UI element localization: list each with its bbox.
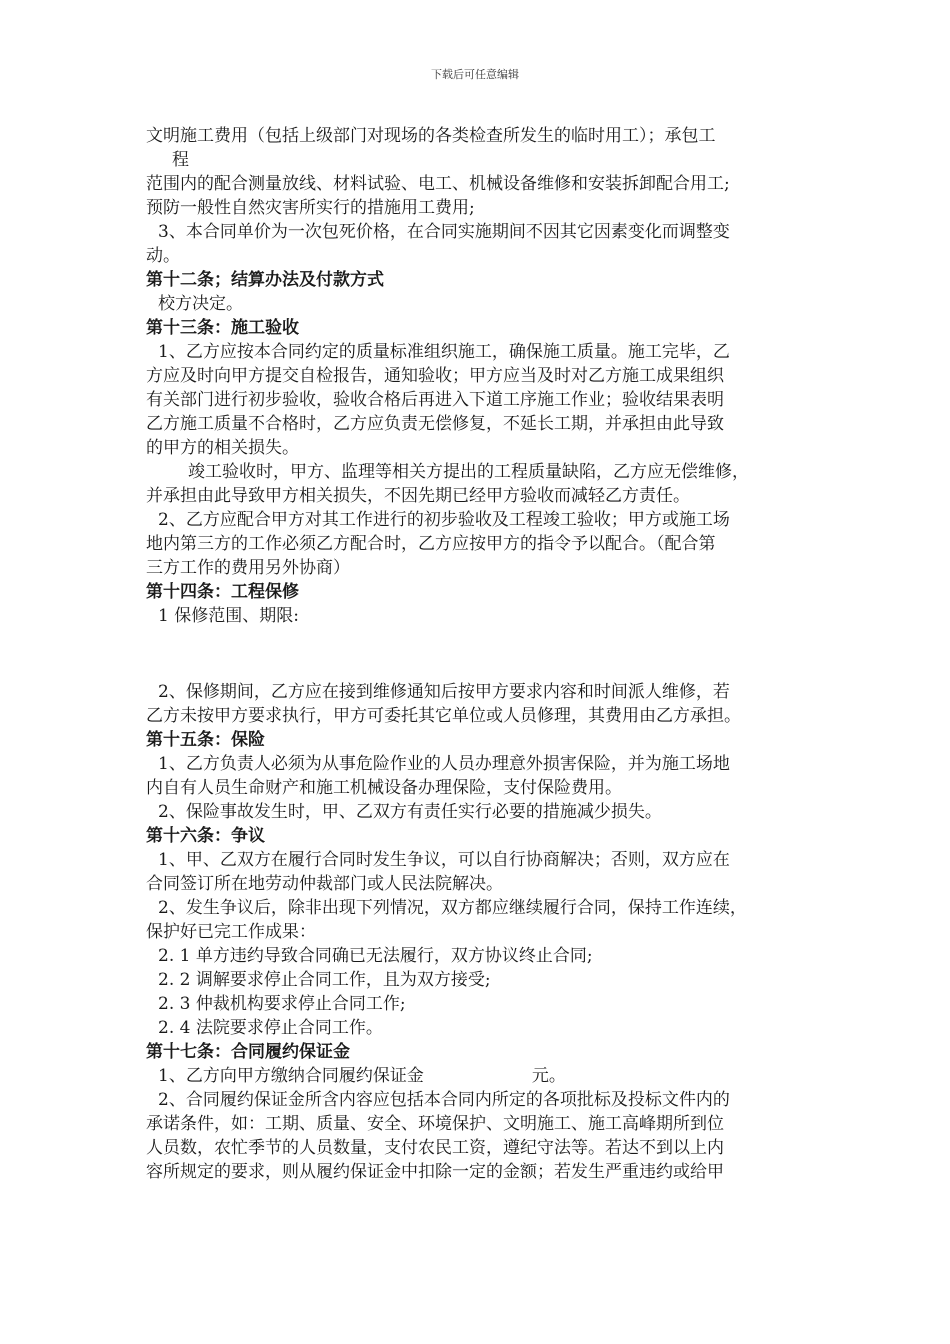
paragraph-line: 地内第三方的工作必须乙方配合时，乙方应按甲方的指令予以配合。（配合第: [146, 534, 716, 554]
paragraph-line: 方应及时向甲方提交自检报告，通知验收；甲方应当及时对乙方施工成果组织: [146, 366, 724, 386]
paragraph-line: 程: [172, 150, 189, 170]
paragraph-line: 合同签订所在地劳动仲裁部门或人民法院解决。: [146, 874, 503, 894]
article-13-heading: 第十三条：施工验收: [146, 318, 299, 338]
article-16-heading: 第十六条：争议: [146, 826, 265, 846]
paragraph-line: 3、本合同单价为一次包死价格，在合同实施期间不因其它因素变化而调整变: [158, 222, 730, 242]
paragraph-line: 2、乙方应配合甲方对其工作进行的初步验收及工程竣工验收；甲方或施工场: [158, 510, 730, 530]
paragraph-line: 2. 4 法院要求停止合同工作。: [158, 1018, 383, 1038]
paragraph-line: 1、乙方应按本合同约定的质量标准组织施工，确保施工质量。施工完毕，乙: [158, 342, 730, 362]
paragraph-line: 1、乙方向甲方缴纳合同履约保证金 元。: [158, 1066, 566, 1086]
article-14-heading: 第十四条：工程保修: [146, 582, 299, 602]
paragraph-line: 文明施工费用（包括上级部门对现场的各类检查所发生的临时用工）；承包工: [146, 126, 716, 146]
paragraph-line: 动。: [146, 246, 180, 266]
paragraph-line: 2. 1 单方违约导致合同确已无法履行，双方协议终止合同;: [158, 946, 593, 966]
paragraph-line: 竣工验收时，甲方、监理等相关方提出的工程质量缺陷，乙方应无偿维修，: [188, 462, 749, 482]
paragraph-line: 的甲方的相关损失。: [146, 438, 299, 458]
paragraph-line: 预防一般性自然灾害所实行的措施用工费用;: [146, 198, 475, 218]
paragraph-line: 2、合同履约保证金所含内容应包括本合同内所定的各项批标及投标文件内的: [158, 1090, 730, 1110]
paragraph-line: 1 保修范围、期限:: [158, 606, 299, 626]
paragraph-line: 保护好已完工作成果：: [146, 922, 316, 942]
paragraph-line: 三方工作的费用另外协商）: [146, 558, 350, 578]
paragraph-line: 2、保修期间，乙方应在接到维修通知后按甲方要求内容和时间派人维修，若: [158, 682, 730, 702]
paragraph-line: 2. 3 仲裁机构要求停止合同工作;: [158, 994, 406, 1014]
paragraph-line: 乙方施工质量不合格时，乙方应负责无偿修复，不延长工期，并承担由此导致: [146, 414, 724, 434]
paragraph-line: 2、发生争议后，除非出现下列情况，双方都应继续履行合同，保持工作连续，: [158, 898, 747, 918]
paragraph-line: 1、乙方负责人必须为从事危险作业的人员办理意外损害保险，并为施工场地: [158, 754, 730, 774]
paragraph-line: 承诺条件，如：工期、质量、安全、环境保护、文明施工、施工高峰期所到位: [146, 1114, 724, 1134]
paragraph-line: 乙方未按甲方要求执行，甲方可委托其它单位或人员修理，其费用由乙方承担。: [146, 706, 741, 726]
paragraph-line: 2、保险事故发生时，甲、乙双方有责任实行必要的措施减少损失。: [158, 802, 662, 822]
paragraph-line: 1、甲、乙双方在履行合同时发生争议，可以自行协商解决；否则，双方应在: [158, 850, 730, 870]
paragraph-line: 并承担由此导致甲方相关损失，不因先期已经甲方验收而减轻乙方责任。: [146, 486, 690, 506]
article-12-heading: 第十二条；结算办法及付款方式: [146, 270, 384, 290]
article-15-heading: 第十五条：保险: [146, 730, 265, 750]
blank-space: [146, 628, 826, 680]
paragraph-line: 内自有人员生命财产和施工机械设备办理保险，支付保险费用。: [146, 778, 622, 798]
paragraph-line: 容所规定的要求，则从履约保证金中扣除一定的金额；若发生严重违约或给甲: [146, 1162, 724, 1182]
document-body: [146, 124, 826, 1184]
paragraph-line: 校方决定。: [158, 294, 243, 314]
article-17-heading: 第十七条：合同履约保证金: [146, 1042, 350, 1062]
paragraph-line: 2. 2 调解要求停止合同工作，且为双方接受;: [158, 970, 491, 990]
paragraph-line: 有关部门进行初步验收，验收合格后再进入下道工序施工作业；验收结果表明: [146, 390, 724, 410]
paragraph-line: 范围内的配合测量放线、材料试验、电工、机械设备维修和安装拆卸配合用工;: [146, 174, 730, 194]
paragraph-line: 人员数，农忙季节的人员数量，支付农民工资，遵纪守法等。若达不到以上内: [146, 1138, 724, 1158]
page-header: 下载后可任意编辑: [431, 68, 519, 81]
